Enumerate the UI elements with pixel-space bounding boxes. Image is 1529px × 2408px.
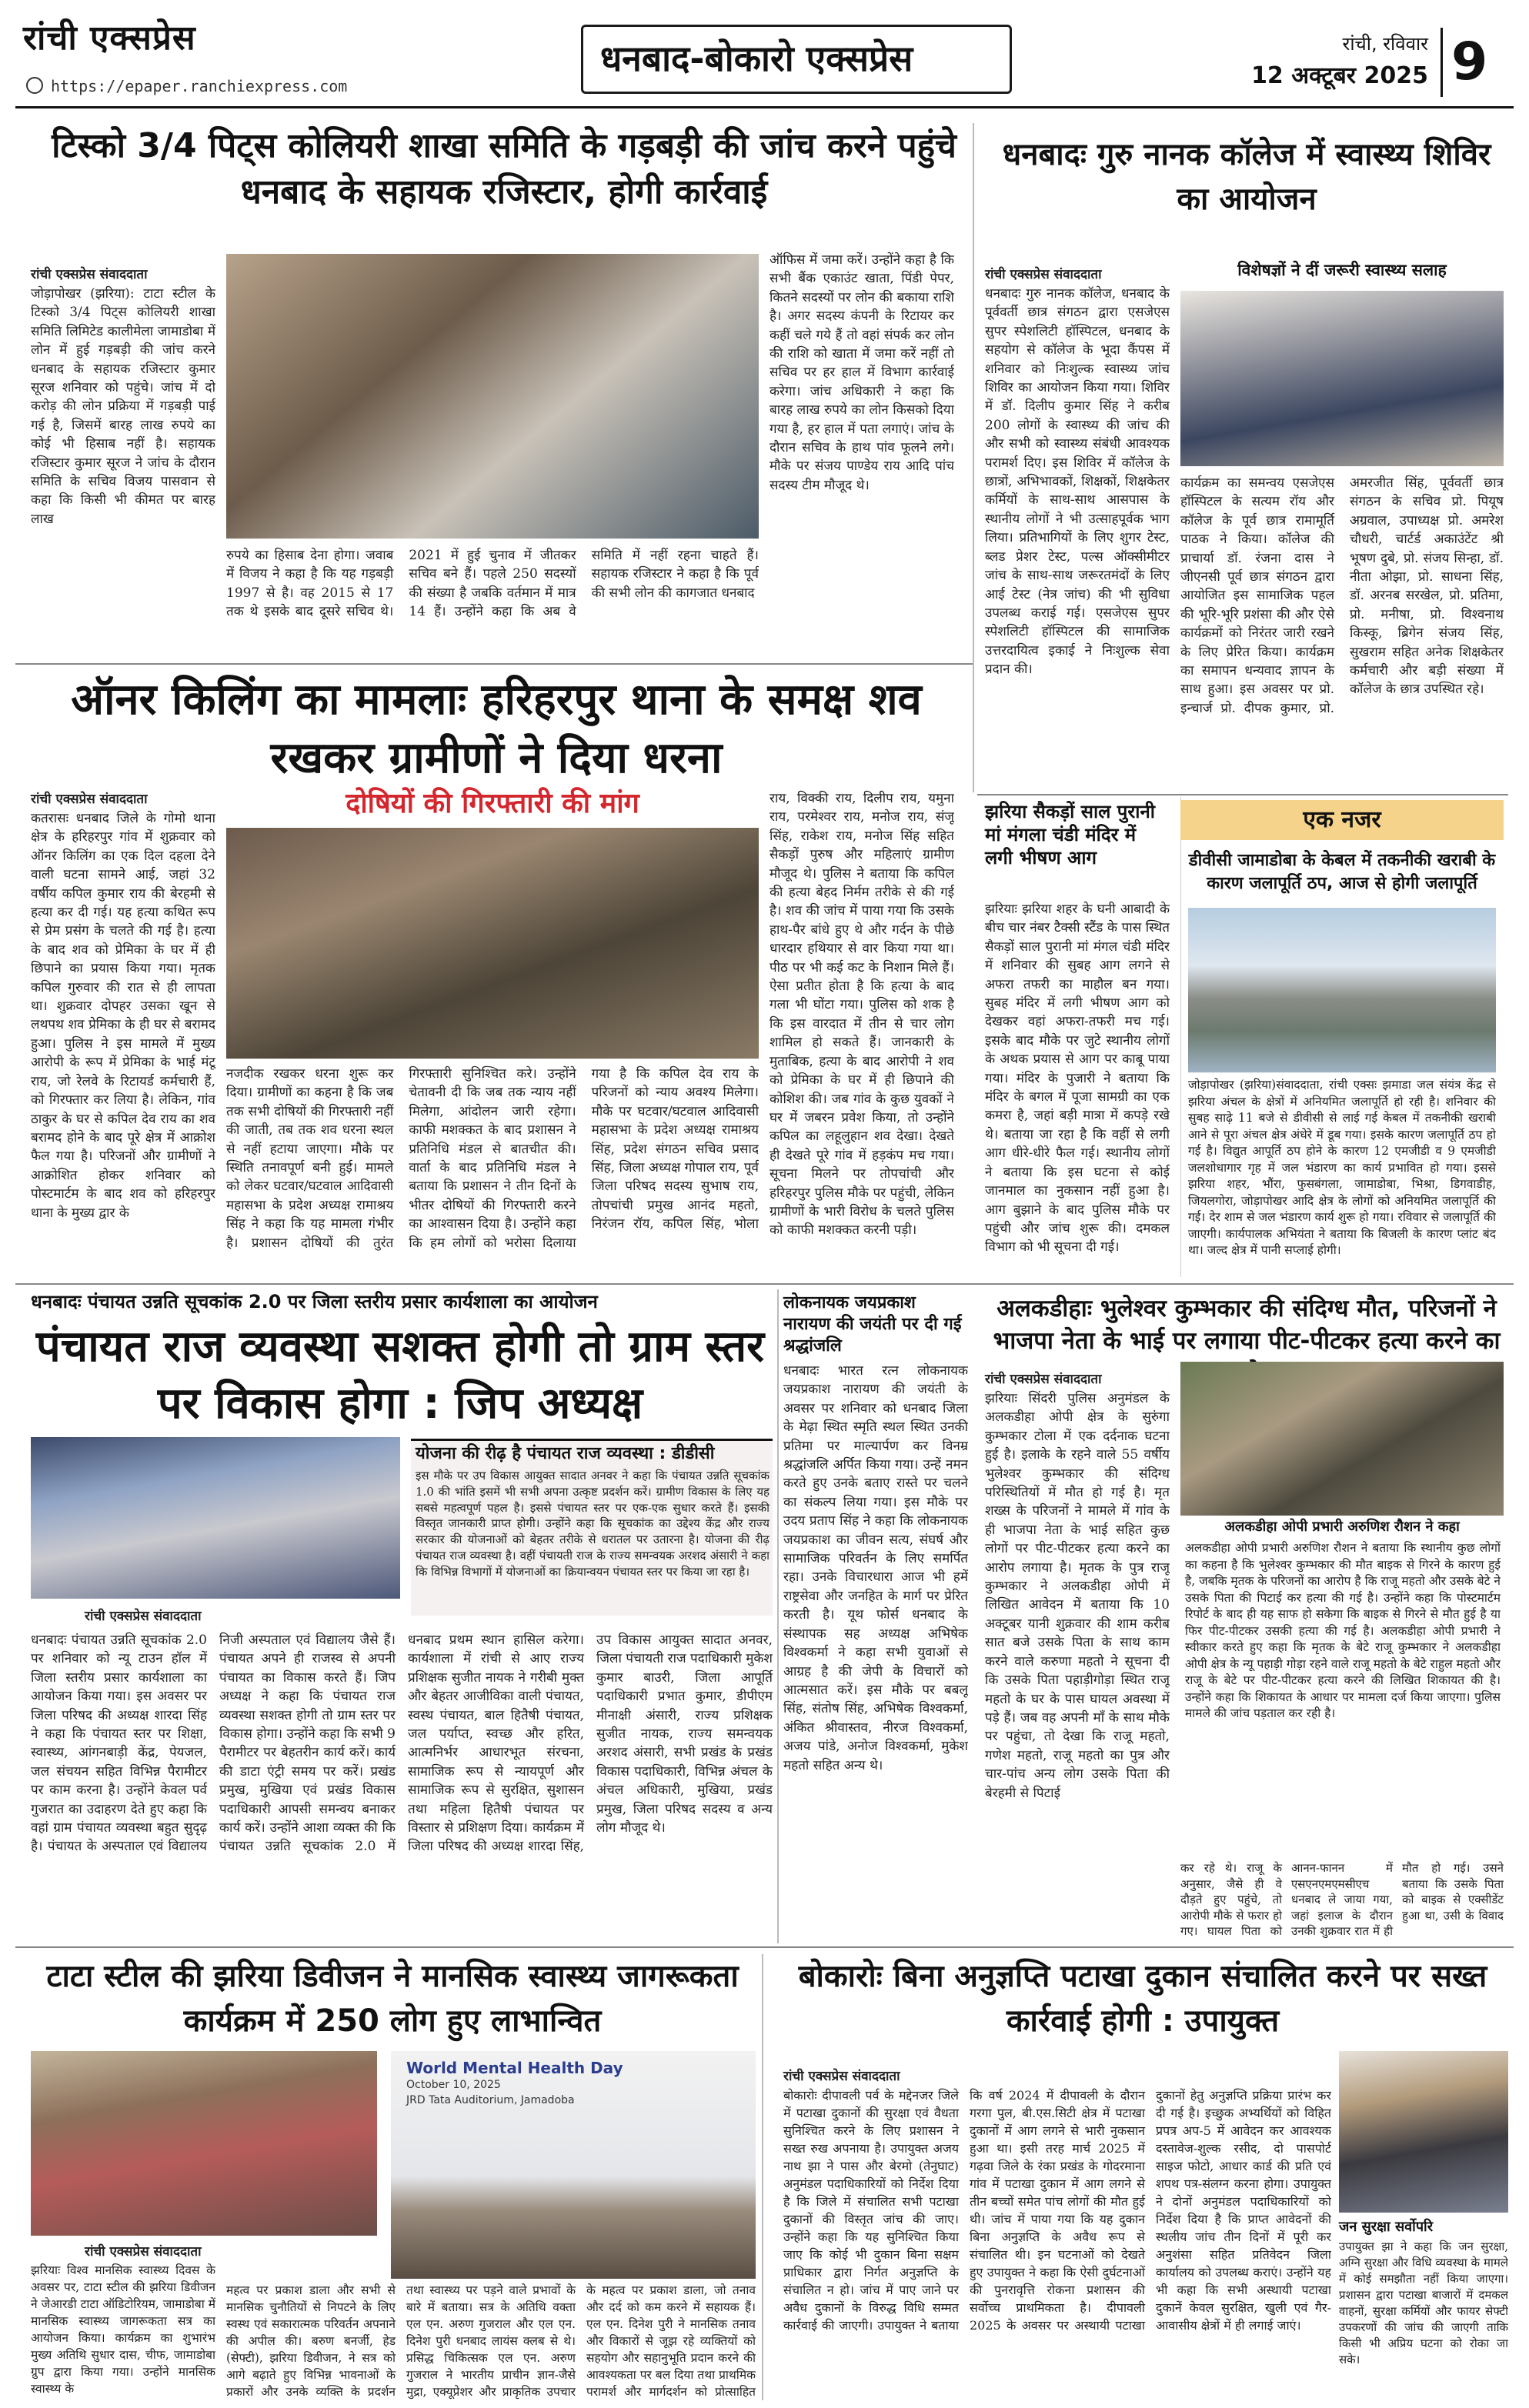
story5-photo: [31, 1437, 400, 1599]
story8-text-a: झरियाः विश्व मानसिक स्वास्थ्य दिवस के अवसर पर, टाटा स्टील की झरिया डिवीजन ने जेआरडी टाटा ऑडिटोरियम, जामाडोबा में मानसिक स्वास्थ्य जागरूकता सत्र का आयोजन किया। कार्यक्रम का शुभारंभ मुख्य अतिथि सुधार दास, चीफ, जामाडोबा ग्रुप द्वारा किया गया। उन्होंने मानसिक स्वास्थ्य के: [31, 2263, 215, 2396]
story1-headline: टिस्को 3/4 पिट्स कोलियरी शाखा समिति के गड़बड़ी की जांच करने पहुंचे धनबाद के सहायक रजिस्टार, होगी कार्रवाई: [52, 126, 956, 212]
ek-nazar-label: एक नजर: [1180, 800, 1504, 840]
story1-text-c: ऑफिस में जमा करें। उन्होंने कहा है कि सभी बैंक एकाउंट खाता, पिंडी पेपर, कितने सदस्यों पर लोन की बकाया राशि है। अगर सदस्य कंपनी के रिटायर कर कहीं चले गये हैं तो वहां संपर्क कर लोन की राशि को खाता में जमा करें नहीं तो सचिव पर हर हाल में विभाग कार्रवाई करेगा। जांच अधिकारी ने कहा कि बारह लाख रुपये का लोन किसको दिया गया है, हर हाल में पता लगाएं। जांच के दौरान सचिव के हाथ पांव फूलने लगे। मौके पर संजय पाण्डेय राय आदि पांच सदस्य टीम मौजूद थे।: [770, 252, 954, 493]
masthead-rule: [15, 106, 1514, 108]
page-number: 9: [1451, 32, 1488, 92]
story7-caption: अलकडीहा ओपी प्रभारी अरुणिश रौशन ने कहा: [1180, 1519, 1504, 1536]
story3-headline: ऑनर किलिंग का मामलाः हरिहरपुर थाना के समक्ष शव रखकर ग्रामीणों ने दिया धरना: [71, 675, 922, 783]
story3-text-c: राय, विक्की राय, दिलीप राय, यमुना राय, परमेश्वर राय, मनोज राय, संजू सिंह, राकेश राय, मनोज सिंह सहित सैकड़ों पुरुष और महिलाएं ग्रामीण मौजूद थे। पुलिस ने बताया कि कपिल की हत्या बेहद निर्मम तरीके से की गई है। शव की जांच में पाया गया कि उसके हाथ-पैर बांधे हुए थे और गर्दन के पीछे धारदार हथियार से वार किया गया था। पीठ पर भी कई कट के निशान मिले हैं। ऐसा प्रतीत होता है कि हत्या के बाद गला भी घोंटा गया। पुलिस को शक है कि इस वारदात में तीन से चार लोग शामिल हो सकते हैं। जानकारी के मुताबिक, हत्या के बाद आरोपी ने शव को प्रेमिका के घर में ही छिपाने की कोशिश की। जब गांव के कुछ युवकों ने घर में जबरन प्रवेश किया, तो उन्होंने कपिल का लहूलुहान शव देखा। देखते ही देखते पूरे गांव में हड़कंप मच गया। सूचना मिलने पर तोपचांची और हरिहरपुर पुलिस मौके पर पहुंची, लेकिन ग्रामीणों के भारी विरोध के चलते पुलिस को काफी मशक्कत करनी पड़ी।: [770, 791, 954, 1239]
story2-text-b: कार्यक्रम का समन्वय एसजेएस हॉस्पिटल के सत्यम रॉय और कॉलेज के पूर्व छात्र रामामूर्ति पाठक ने किया। कॉलेज की प्राचार्या डॉ. रंजना दास ने जीएनसी पूर्व छात्र संगठन द्वारा आयोजित इस सामाजिक पहल की भूरि-भूरि प्रशंसा की और ऐसे कार्यक्रमों को निरंतर जारी रखने के लिए प्रेरित किया। कार्यक्रम का समापन धन्यवाद ज्ञापन के साथ हुआ। इस अवसर पर प्रो. इन्चार्ज प्रो. दीपक कुमार, प्रो. अमरजीत सिंह, पूर्ववर्ती छात्र संगठन के सचिव प्रो. पियूष अग्रवाल, उपाध्यक्ष प्रो. अमरेश चौधरी, चार्टर्ड अकाउंटेंट श्री भूषण दुबे, प्रो. संजय सिन्हा, डॉ. नीता ओझा, प्रो. साधना सिंह, डॉ. अरनब सरखेल, प्रो. प्रतिमा, प्रो. मनीषा, प्रो. विश्वनाथ किस्कू, ब्रिगेन संजय सिंह, सुखराम सहित अनेक शिक्षकेतर कर्मचारी और बड़ी संख्या में कॉलेज के छात्र उपस्थित रहे।: [1180, 475, 1504, 716]
story3-text-a: कतरासः धनबाद जिले के गोमो थाना क्षेत्र के हरिहरपुर गांव में शुक्रवार को ऑनर किलिंग का एक दिल दहला देने वाली घटना सामने आई, जहां 32 वर्षीय कपिल कुमार राय की बेरहमी से हत्या कर दी गई। यह हत्या कथित रूप से प्रेम प्रसंग के चलते की गई है। हत्या के बाद शव को प्रेमिका के घर में ही छिपाने का प्रयास किया गया। मृतक कपिल गुरुवार की रात से ही लापता था। शुक्रवार दोपहर उसका खून से लथपथ शव प्रेमिका के ही घर से बरामद हुआ। पुलिस ने इस मामले में मुख्य आरोपी के रूप में प्रेमिका के भाई मंटू राय, जो रेलवे के रिटायर्ड कर्मचारी हैं, को गिरफ्तार कर लिया है। लेकिन, गांव ठाकुर के घर से कपिल देव राय का शव बरामद होने के बाद पूरे क्षेत्र में आक्रोश फैल गया है। परिजनों और ग्रामीणों ने आक्रोशित होकर शनिवार को पोस्टमार्टम के बाद शव को हरिहरपुर थाना के मुख्य द्वार के: [31, 811, 215, 1221]
story2-subhead: विशेषज्ञों ने दीं जरूरी स्वास्थ्य सलाह: [1237, 261, 1447, 279]
story1-text-a: जोड़ापोखर (झरिया): टाटा स्टील के टिस्को 3/4 पिट्स कोलियरी शाखा समिति लिमिटेड कालीमेला जामाडोबा में लोन में हुई गड़बड़ी की जांच करने धनबाद के सहायक रजिस्टार कुमार सूरज शनिवार को पहुंचे। जांच में दो करोड़ की लोन प्रक्रिया में गड़बड़ी पाई गई है, जिसमें बारह लाख रुपये का कोई भी हिसाब नहीं है। सहायक रजिस्टार कुमार सूरज ने जांच के दौरान समिति के सचिव विजय पासवान से कहा कि किसी भी कीमत पर बारह लाख: [31, 286, 215, 527]
story1-text-b: रुपये का हिसाब देना होगा। जवाब में विजय ने कहा है कि यह गड़बड़ी 1997 से है। वह 2015 से 17 तक थे इसके बाद दूसरे सचिव थे। 2021 में हुई चुनाव में जीतकर सचिव बने हैं। पहले 250 सदस्यों की संख्या है जबकि वर्तमान में मात्र 14 हैं। उन्होंने कहा कि अब वे समिति में नहीं रहना चाहते हैं। सहायक रजिस्टार ने कहा है कि पूर्व की सभी लोन की कागजात धनबाद: [226, 548, 759, 620]
masthead-place-day: रांची, रविवार: [1342, 33, 1428, 55]
story2-text-a: धनबादः गुरु नानक कॉलेज, धनबाद के पूर्ववर्ती छात्र संगठन द्वारा एसजेएस सुपर स्पेशलिटी हॉस्पिटल, धनबाद के सहयोग से कॉलेज के भूदा कैंपस में शनिवार को निःशुल्क स्वास्थ्य जांच शिविर का आयोजन किया गया। शिविर में डॉ. दिलीप कुमार सिंह ने करीब 200 लोगों के स्वास्थ्य की जांच की और सभी को स्वास्थ्य संबंधी आवश्यक परामर्श दिए। इस शिविर में कॉलेज के छात्रों, अभिभावकों, शिक्षकों, शिक्षकेतर कर्मियों के साथ-साथ आसपास के स्थानीय लोगों ने भी उत्साहपूर्वक भाग लिया। प्रतिभागियों के लिए शुगर टेस्ट, ब्लड प्रेशर टेस्ट, पल्स ऑक्सीमीटर जांच के साथ-साथ जरूरतमंदों के लिए आई टेस्ट (नेत्र जांच) की भी सुविधा उपलब्ध कराई गई। एसजेएस सुपर स्पेशलिटी हॉस्पिटल की सामाजिक उत्तरदायित्व इकाई ने निःशुल्क सेवा प्रदान की।: [985, 286, 1170, 678]
story4-headline: झरिया सैकड़ों साल पुरानी मां मंगला चंडी मंदिर में लगी भीषण आग: [985, 801, 1156, 869]
story9-side-head: जन सुरक्षा सर्वोपरि: [1339, 2219, 1434, 2235]
story2-photo: [1180, 291, 1504, 466]
story7-text-b: कर रहे थे। राजू के अनुसार, जैसे ही वे दौड़ते हुए पहुंचे, तो आरोपी मौके से फरार हो गए। घायल पिता को आनन-फानन में एसएनएमएमसीएच धनबाद ले जाया गया, जहां इलाज के दौरान उनकी शुक्रवार रात में ही मौत हो गई। उसने बताया कि उसके पिता को बाइक से एक्सीडेंट हुआ था, उसी के विवाद: [1180, 1861, 1504, 1939]
story9-byline: रांची एक्सप्रेस संवाददाता: [783, 2069, 900, 2084]
story3-byline: रांची एक्सप्रेस संवाददाता: [31, 792, 148, 807]
ek-nazar-photo: [1188, 908, 1496, 1072]
story2-byline: रांची एक्सप्रेस संवाददाता: [985, 267, 1102, 282]
page-divider: [1441, 28, 1443, 97]
story4-text: झरियाः झरिया शहर के घनी आबादी के बीच चार नंबर टैक्सी स्टैंड के पास स्थित सैकड़ों साल पुरानी मां मंगल चंडी मंदिर में शनिवार की सुबह आग लगने से अफरा तफरी का माहौल बन गया। सुबह मंदिर में लगी भीषण आग को देखकर वहां अफरा-तफरी मच गई। इसके बाद मौके पर जुटे स्थानीय लोगों के अथक प्रयास से आग पर काबू पाया गया। मंदिर के पुजारी ने बताया कि मंदिर के बगल में पूजा सामग्री का एक कमरा है, जहां बड़ी मात्रा में कपड़े रखे थे। बताया जा रहा है कि वहीं से लगी आग धीरे-धीरे फैल गई। स्थानीय लोगों ने बताया कि इस घटना से कोई जानमाल का नुकसान नहीं हुआ है। आग बुझाने के बाद पुलिस मौके पर पहुंची और जांच शुरू की। दमकल विभाग को भी सूचना दी गई।: [985, 902, 1170, 1256]
story5-text: धनबादः पंचायत उन्नति सूचकांक 2.0 पर शनिवार को न्यू टाउन हॉल में जिला स्तरीय प्रसार कार्यशाला का आयोजन किया गया। इस अवसर पर जिला परिषद की अध्यक्ष शारदा सिंह ने कहा कि पंचायत स्तर पर शिक्षा, स्वास्थ्य, आंगनबाड़ी केंद्र, पेयजल, जल संचयन सहित विभिन्न पैरामीटर पर काम करना है। उन्होंने केवल पर्व गुजरात का उदाहरण देते हुए कहा कि वहां ग्राम पंचायत व्यवस्था बहुत सुदृढ़ है। पंचायत के अस्पताल एवं विद्यालय निजी अस्पताल एवं विद्यालय जैसे हैं। पंचायत अपने ही राजस्व से अपनी पंचायत का विकास करते हैं। जिप अध्यक्ष ने कहा कि पंचायत राज व्यवस्था सशक्त होगी तो ग्राम स्तर पर विकास होगा। उन्होंने कहा कि सभी 9 पैरामीटर पर बेहतरीन कार्य करें। कार्य की डाटा एंट्री समय पर करें। प्रखंड प्रमुख, मुखिया एवं प्रखंड विकास पदाधिकारी आपसी समन्वय बनाकर कार्य करें। उन्होंने आशा व्यक्त की कि पंचायत उन्नति सूचकांक 2.0 में धनबाद प्रथम स्थान हासिल करेगा। कार्यशाला में रांची से आए राज्य प्रशिक्षक सुजीत नायक ने गरीबी मुक्त और बेहतर आजीविका वाली पंचायत, स्वस्थ पंचायत, बाल हितैषी पंचायत, जल पर्याप्त, स्वच्छ और हरित, आत्मनिर्भर आधारभूत संरचना, सामाजिक रूप से न्यायपूर्ण और सामाजिक रूप से सुरक्षित, सुशासन तथा महिला हितैषी पंचायत पर विस्तार से प्रशिक्षण दिया। कार्यक्रम में जिला परिषद की अध्यक्ष शारदा सिंह, उप विकास आयुक्त सादात अनवर, जिला पंचायती राज पदाधिकारी मुकेश कुमार बाउरी, जिला आपूर्ति पदाधिकारी प्रभात कुमार, डीपीएम मीनाक्षी अंसारी, राज्य प्रशिक्षक सुजीत नायक, राज्य समन्वयक अरशद अंसारी, सभी प्रखंड के प्रखंड विकास पदाधिकारी, विभिन्न अंचल के अंचल अधिकारी, मुखिया, प्रखंड प्रमुख, जिला परिषद सदस्य व अन्य लोग मौजूद थे।: [31, 1633, 773, 1855]
story7-headline: अलकडीहाः भुलेश्वर कुम्भकार की संदिग्ध मौत, परिजनों ने भाजपा नेता के भाई पर लगाया पीट-पीटकर हत्या करने का: [993, 1295, 1501, 1355]
divider-h2: [977, 794, 1508, 795]
story9-photo: [1339, 2051, 1508, 2213]
story3-photo: [226, 828, 759, 1059]
masthead-logo: रांची एक्सप्रेस: [23, 18, 196, 58]
masthead-url[interactable]: https://epaper.ranchiexpress.com: [51, 77, 348, 95]
divider-v1: [973, 123, 974, 792]
story5-byline: रांची एक्सप्रेस संवाददाता: [85, 1609, 202, 1624]
story9-headline: बोकारोः बिना अनुज्ञप्ति पटाखा दुकान संचालित करने पर सख्त कार्रवाई होगी : उपायुक्त: [798, 1959, 1487, 2039]
story8-byline: रांची एक्सप्रेस संवाददाता: [85, 2244, 202, 2260]
divider-v2: [777, 1289, 779, 1943]
story7-photo: [1180, 1362, 1504, 1516]
story8-photo-date: October 10, 2025: [406, 2079, 501, 2091]
story8-text-b: महत्व पर प्रकाश डाला और सभी से मानसिक चुनौतियों से निपटने के लिए स्वस्थ एवं सकारात्मक परिवर्तन अपनाने की अपील की। बरुण बनर्जी, हेड (सेफ्टी), झरिया डिवीजन, ने सत्र को आगे बढ़ाते हुए विभिन्न भावनाओं के प्रकारों और उनके व्यक्ति के प्रदर्शन तथा स्वास्थ्य पर पड़ने वाले प्रभावों के बारे में बताया। सत्र के अतिथि वक्ता एल एन. अरुण गुजराल और एल एन. दिनेश पुरी धनबाद लायंस क्लब से थे। प्रसिद्ध चिकित्सक एल एन. अरुण गुजराल ने भारतीय प्राचीन ज्ञान-जैसे मुद्रा, एक्यूप्रेशर और प्राकृतिक उपचार के महत्व पर प्रकाश डाला, जो तनाव और दर्द को कम करने में सहायक हैं। एल एन. दिनेश पुरी ने मानसिक तनाव और विकारों से जूझ रहे व्यक्तियों को सहयोग और सहानुभूति प्रदान करने की आवश्यकता पर बल दिया तथा प्राथमिक परामर्श और मार्गदर्शन को प्रोत्साहित: [226, 2283, 756, 2399]
story5-headline: पंचायत राज व्यवस्था सशक्त होगी तो ग्राम स्तर पर विकास होगा : जिप अध्यक्ष: [35, 1322, 765, 1429]
story5-box-title: योजना की रीढ़ है पंचायत राज व्यवस्था : डीडीसी: [416, 1444, 715, 1463]
story3-subhead: दोषियों की गिरफ्तारी की मांग: [346, 788, 639, 819]
story7-byline: रांची एक्सप्रेस संवाददाता: [985, 1372, 1102, 1387]
divider-h1: [15, 663, 973, 665]
story2-headline: धनबादः गुरु नानक कॉलेज में स्वास्थ्य शिविर का आयोजन: [1002, 137, 1491, 217]
story5-kicker: धनबादः पंचायत उन्नति सूचकांक 2.0 पर जिला स्तरीय प्रसार कार्यशाला का आयोजन: [31, 1291, 598, 1312]
story3-text-b: नजदीक रखकर धरना शुरू कर दिया। ग्रामीणों का कहना है कि जब तक सभी दोषियों की गिरफ्तारी नहीं की जाती, तब तक शव धरना स्थल से नहीं हटाया जाएगा। मौके पर स्थिति तनावपूर्ण बनी हुई। मामले को लेकर घटवार/घटवाल आदिवासी महासभा के प्रदेश अध्यक्ष रामाश्रय सिंह ने कहा कि यह मामला गंभीर है। प्रशासन दोषियों की तुरंत गिरफ्तारी सुनिश्चित करे। उन्होंने चेतावनी दी कि जब तक न्याय नहीं मिलेगा, आंदोलन जारी रहेगा। काफी मशक्कत के बाद प्रशासन ने प्रतिनिधि मंडल से बातचीत की। वार्ता के बाद प्रतिनिधि मंडल ने बताया कि प्रशासन ने तीन दिनों के भीतर दोषियों की गिरफ्तारी करने का आश्वासन दिया है। उन्होंने कहा कि हम लोगों को भरोसा दिलाया गया है कि कपिल देव राय के परिजनों को न्याय अवश्य मिलेगा। मौके पर घटवार/घटवाल आदिवासी महासभा के प्रदेश अध्यक्ष रामाश्रय सिंह, प्रदेश संगठन सचिव प्रसाद सिंह, जिला अध्यक्ष गोपाल राय, पूर्व जिला परिषद सदस्य सुभाष राय, तोपचांची प्रमुख आनंद महतो, निरंजन रॉय, कपिल सिंह, भोला: [226, 1066, 759, 1251]
story7-quote: अलकडीहा ओपी प्रभारी अरुणिश रौशन ने बताया कि स्थानीय कुछ लोगों का कहना है कि भुलेश्वर कुम्भकार की मौत बाइक से गिरने के कारण हुई है, जबकि मृतक के परिजनों का आरोप है कि राजू महतो और उसके बेटे ने उसके पिता की पिटाई कर हत्या की गई है। उन्होंने कहा कि पोस्टमार्टम रिपोर्ट के बाद ही यह साफ हो सकेगा कि बाइक से गिरने से मौत हुई है या फिर पीट-पीटकर उसकी हत्या की गई है। अलकडीहा ओपी प्रभारी ने स्वीकार करते हुए कहा कि मृतक के बेटे राजू कुम्भकार ने अलकडीहा ओपी क्षेत्र के न्यू पहाड़ी गोड़ा रहने वाले राजू महतो के बेटे राहुल महतो और राजू के बेटे पर पीट-पीटकर हत्या करने की लिखित शिकायत की है। उन्होंने कहा कि शिकायत के आधार पर मामला दर्ज किया जाएगा। पुलिस मामले की जांच पड़ताल कर रही है।: [1185, 1541, 1501, 1720]
ek-nazar-headline: डीवीसी जामाडोबा के केबल में तकनीकी खराबी के कारण जलापूर्ति ठप, आज से होगी जलापूर्ति: [1188, 851, 1496, 893]
story9-text: बोकारोः दीपावली पर्व के मद्देनजर जिले में पटाखा दुकानों की सुरक्षा एवं वैधता सुनिश्चित करने के लिए प्रशासन ने सख्त रुख अपनाया है। उपायुक्त अजय नाथ झा ने पास और बेरमो (तेनुघाट) अनुमंडल पदाधिकारियों को निर्देश दिया है कि जिले में संचालित सभी पटाखा दुकानों की विस्तृत जांच की जाए। उन्होंने कहा कि यह सुनिश्चित किया जाए कि कोई भी दुकान बिना सक्षम प्राधिकार द्वारा निर्गत अनुज्ञप्ति के संचालित न हो। जांच में पाए जाने पर अवैध दुकानों के विरुद्ध विधि सम्मत कार्रवाई की जाएगी। उपायुक्त ने बताया कि वर्ष 2024 में दीपावली के दौरान गरगा पुल, बी.एस.सिटी क्षेत्र में पटाखा दुकानों में आग लगने से भारी नुकसान हुआ था। इसी तरह मार्च 2025 में गढ़वा जिले के रंका प्रखंड के गोदरमाना गांव में पटाखा दुकान में आग लगने से तीन बच्चों समेत पांच लोगों की मौत हुई थी। जांच में पाया गया कि यह दुकान बिना अनुज्ञप्ति के अवैध रूप से संचालित थी। इन घटनाओं को देखते हुए उपायुक्त ने कहा कि ऐसी दुर्घटनाओं की पुनरावृत्ति रोकना प्रशासन की सर्वोच्च प्राथमिकता है। दीपावली 2025 के अवसर पर अस्थायी पटाखा दुकानों हेतु अनुज्ञप्ति प्रक्रिया प्रारंभ कर दी गई है। इच्छुक अभ्यर्थियों को विहित प्रपत्र अप-5 में आवेदन कर आवश्यक दस्तावेज-शुल्क रसीद, दो पासपोर्ट साइज फोटो, आधार कार्ड की प्रति एवं शपथ पत्र-संलग्न करना होगा। उपायुक्त ने दोनों अनुमंडल पदाधिकारियों को निर्देश दिया है कि प्राप्त आवेदनों की स्थलीय जांच तीन दिनों में पूरी कर अनुशंसा सहित प्रतिवेदन जिला कार्यालय को उपलब्ध कराएं। उन्होंने यह भी कहा कि सभी अस्थायी पटाखा दुकानें केवल सुरक्षित, खुली एवं गैर-आवासीय क्षेत्रों में ही लगाई जाएं।: [783, 2088, 1331, 2333]
story6-text: धनबादः भारत रत्न लोकनायक जयप्रकाश नारायण की जयंती के अवसर पर शनिवार को धनबाद जिला के मेढ़ा स्थित स्मृति स्थल स्थित उनकी प्रतिमा पर माल्यार्पण कर विनम्र श्रद्धांजलि अर्पित किया गया। उन्हें नमन करते हुए उनके बताए रास्ते पर चलने का संकल्प लिया गया। इस मौके पर उदय प्रताप सिंह ने कहा कि लोकनायक जयप्रकाश का जीवन सत्य, संघर्ष और सामाजिक परिवर्तन के लिए समर्पित रहा। उनके विचारधारा आज भी हमें राष्ट्रसेवा और जनहित के मार्ग पर प्रेरित करती है। यूथ फोर्स धनबाद के संस्थापक सह अध्यक्ष अभिषेक विश्वकर्मा ने कहा सभी युवाओं से आग्रह है की जेपी के विचारों को आत्मसात करें। इस मौके पर बबलू सिंह, संतोष सिंह, अभिषेक विश्वकर्मा, अंकित श्रीवास्तव, नीरज विश्वकर्मा, अजय पांडे, अनोज विश्वकर्मा, मुकेश महतो सहित अन्य थे।: [783, 1363, 968, 1773]
story8-photo-venue: JRD Tata Auditorium, Jamadoba: [406, 2094, 575, 2106]
divider-h4: [15, 1946, 1514, 1948]
story1-photo: [226, 254, 759, 539]
story9-side-text: उपायुक्त झा ने कहा कि जन सुरक्षा, अग्नि सुरक्षा और विधि व्यवस्था के मामले में कोई समझौता नहीं किया जाएगा। प्रशासन द्वारा पटाखा बाजारों में दमकल वाहनों, सुरक्षा कर्मियों और फायर सेफ्टी उपकरणों की जांच की जाएगी ताकि किसी भी अप्रिय घटना को रोका जा सके।: [1339, 2240, 1508, 2366]
story8-photo-title: World Mental Health Day: [406, 2059, 623, 2077]
globe-icon: [26, 77, 43, 94]
ek-nazar-text: जोड़ापोखर (झरिया)संवाददाता, रांची एक्सः झमाडा जल संयंत्र केंद्र से झरिया अंचल के क्षेत्रों में अनियमित जलापूर्ति हो रही है। शनिवार की सुबह साढ़े 11 बजे से डीवीसी से लाई गई केबल में तकनीकी खराबी आने से पूरा अंचल क्षेत्र अंधेरे में डूब गया। इसके कारण जलापूर्ति ठप हो गई है। विद्युत आपूर्ति ठप होने के कारण 12 एमजीडी व 9 एमजीडी जलशोधागार गृह में जल भंडारण का कार्य प्रभावित हो गया। इससे झरिया शहर, भौंरा, फुसबंगला, जामाडोबा, भिश्रा, डिगवाडीह, जियलगोरा, जोड़ापोखर आदि क्षेत्र के लोगों को अनियमित जलापूर्ति की गई। देर शाम से जल भंडारण कार्य शुरू हो गया। रविवार से जलापूर्ति की जाएगी। कार्यपालक अभियंता ने बताया कि बिजली के कारण प्लांट बंद था। जल्द क्षेत्र में पानी सप्लाई होगी।: [1188, 1078, 1496, 1257]
divider-v3: [762, 1954, 763, 2400]
story7-text-a: झरियाः सिंदरी पुलिस अनुमंडल के अलकडीहा ओपी क्षेत्र के सुरुंगा कुम्भकार टोला में एक दर्दनाक घटना हुई है। इलाके के रहने वाले 55 वर्षीय भुलेश्वर कुम्भकार की संदिग्ध परिस्थितियों में मौत हो गई है। मृत शख्स के परिजनों ने मामले में गांव के ही भाजपा नेता के भाई सहित कुछ लोगों पर पीट-पीटकर हत्या करने का आरोप लगाया है। मृतक के पुत्र राजू कुम्भकार ने अलकडीहा ओपी में लिखित आवेदन में बताया कि 10 अक्टूबर यानी शुक्रवार की शाम करीब सात बजे उसके पिता के साथ काम करने वाले करुणा महतो ने सूचना दी कि उसके पिता पहाड़ीगोड़ा स्थित राजू महतो के घर के पास घायल अवस्था में पड़े हैं। जब वह अपनी माँ के साथ मौके पर पहुंचा, तो देखा कि राजू महतो, गणेश महतो, राजू महतो का पुत्र और चार-पांच अन्य लोग उसके पिता की बेरहमी से पिटाई: [985, 1391, 1170, 1801]
story5-box-text: इस मौके पर उप विकास आयुक्त सादात अनवर ने कहा कि पंचायत उन्नति सूचकांक 1.0 की भांति इसमें भी सभी अपना उत्कृष्ट प्रदर्शन करें। ग्रामीण विकास के लिए यह सबसे महत्वपूर्ण पहल है। इससे पंचायत स्तर पर एक-एक सुधार करते हैं। इसकी विस्तृत जानकारी प्राप्त होगी। उन्होंने कहा कि सूचकांक का उद्देश्य केंद्र और राज्य सरकार की योजनाओं को बेहतर तरीके से धरातल पर उतारना है। योजना की रीढ़ पंचायत राज व्यवस्था है। वहीं पंचायती राज के राज्य समन्वयक अरशद अंसारी ने कहा कि विभिन्न विभागों में योजनाओं का क्रियान्वयन पंचायत स्तर पर किया जा रहा है।: [416, 1469, 770, 1579]
masthead-date: 12 अक्टूबर 2025: [1251, 62, 1428, 89]
story1-byline: रांची एक्सप्रेस संवाददाता: [31, 267, 148, 282]
story8-photo-audience: [31, 2051, 377, 2236]
story8-headline: टाटा स्टील की झरिया डिवीजन ने मानसिक स्वास्थ्य जागरूकता कार्यक्रम में 250 लोग हुए लाभान्वित: [46, 1959, 739, 2039]
divider-h3: [15, 1283, 1514, 1285]
story6-headline: लोकनायक जयप्रकाश नारायण की जयंती पर दी गई श्रद्धांजलि: [783, 1293, 962, 1356]
section-title: धनबाद-बोकारो एक्सप्रेस: [600, 38, 913, 79]
masthead: [0, 0, 1529, 108]
